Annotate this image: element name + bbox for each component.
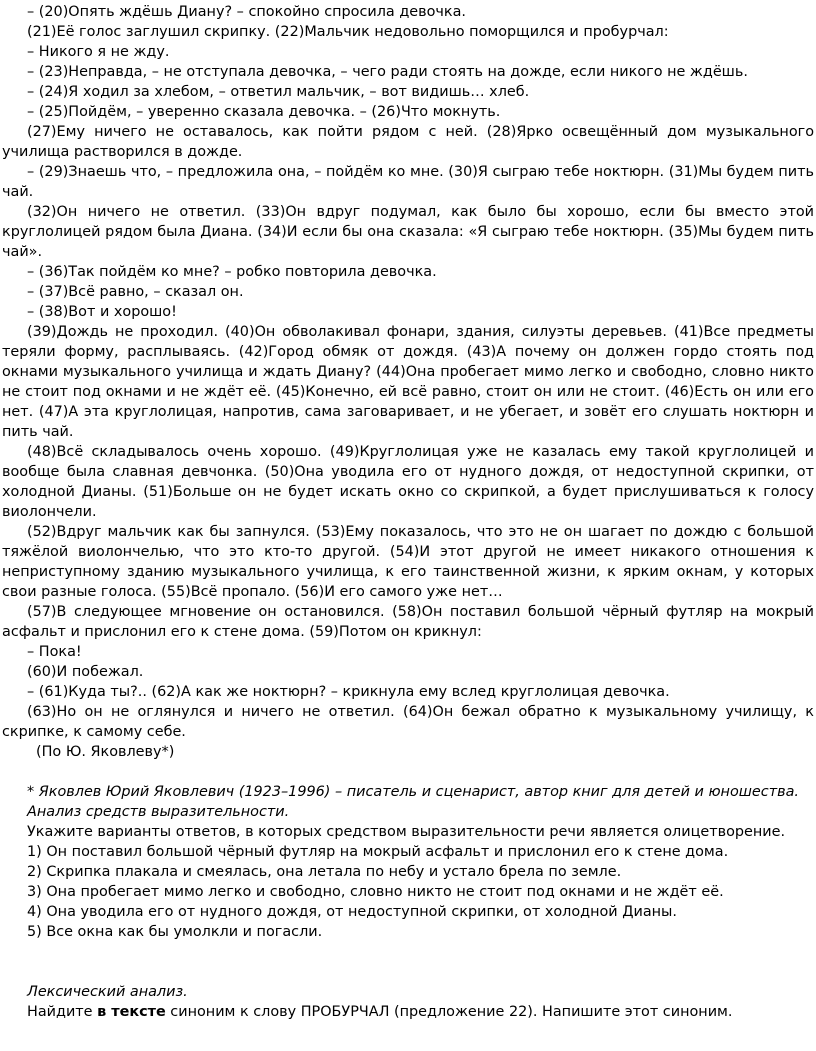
story-paragraph: – (37)Всё равно, – сказал он. [27,284,244,300]
answer-option: 4) Она уводила его от нудного дождя, от недоступной скрипки, от холодной Дианы. [27,904,677,920]
source-attribution: (По Ю. Яковлеву*) [36,744,175,760]
question-emphasis: в тексте [97,1004,166,1020]
story-paragraph: (27)Ему ничего не оставалось, как пойти рядом с ней. (28)Ярко освещённый дом музыкального училища растворился в дожде. [2,124,814,160]
task-question [2,1002,814,1022]
task-heading: Анализ средств выразительности. [27,804,290,820]
story-paragraph: – (25)Пойдём, – уверенно сказала девочка. – (26)Что мокнуть. [27,104,501,120]
story-paragraph: – (23)Неправда, – не отступала девочка, – чего ради стоять на дожде, если никого не ждёшь. [27,64,748,80]
footnote: * Яковлев Юрий Яковлевич (1923–1996) – писатель и сценарист, автор книг для детей и юношества. [27,784,799,800]
story-paragraph: – (20)Опять ждёшь Диану? – спокойно спросила девочка. [27,4,467,20]
story-paragraph: – (29)Знаешь что, – предложила она, – пойдём ко мне. (30)Я сыграю тебе ноктюрн. (31)Мы будем пить чай. [2,164,814,200]
story-paragraph: – (36)Так пойдём ко мне? – робко повторила девочка. [27,264,437,280]
story-paragraph: – (24)Я ходил за хлебом, – ответил мальчик, – вот видишь… хлеб. [27,84,530,100]
answer-option: 3) Она пробегает мимо легко и свободно, словно никто не стоит под окнами и не ждёт её. [27,884,724,900]
story-paragraph: (32)Он ничего не ответил. (33)Он вдруг подумал, как было бы хорошо, если бы вместо этой круглолицей рядом была Диана. (34)И если бы она сказала: «Я сыграю тебе ноктюрн. (35)Мы будем пить чай». [2,204,814,260]
answer-options [2,842,814,942]
task-heading: Лексический анализ. [27,984,188,1000]
task-question: Укажите варианты ответов, в которых средством выразительности речи является олицетворение. [27,824,786,840]
story-paragraph: (52)Вдруг мальчик как бы запнулся. (53)Ему показалось, что это не он шагает по дождю с большой тяжёлой виолончелью, что это кто-то другой. (54)И этот другой не имеет никакого отношения к неприступному зданию музыкального училища, к его таинственной жизни, к ярким окнам, у которых свои разные голоса. (55)Всё пропало. (56)И его самого уже нет… [2,524,814,600]
answer-option: 5) Все окна как бы умолкли и погасли. [27,924,323,940]
question-text: синоним к слову ПРОБУРЧАЛ (предложение 22). Напишите этот синоним. [165,1004,733,1020]
story-paragraph: – (38)Вот и хорошо! [27,304,177,320]
story-paragraph: (21)Её голос заглушил скрипку. (22)Мальчик недовольно поморщился и пробурчал: [27,24,669,40]
answer-option: 2) Скрипка плакала и смеялась, она летала по небу и устало брела по земле. [27,864,622,880]
story-paragraph: (60)И побежал. [27,664,144,680]
story-paragraph: (48)Всё складывалось очень хорошо. (49)Круглолицая уже не казалась ему такой круглолицей и вообще была славная девчонка. (50)Она уводила его от нудного дождя, от недоступной скрипки, от холодной Дианы. (51)Больше он не будет искать окно со скрипкой, а будет прислушиваться к голосу виолончели. [2,444,814,520]
answer-option: 1) Он поставил большой чёрный футляр на мокрый асфальт и прислонил его к стене дома. [27,844,729,860]
story-paragraph: (57)В следующее мгновение он остановился. (58)Он поставил большой чёрный футляр на мокрый асфальт и прислонил его к стене дома. (59)Потом он крикнул: [2,604,814,640]
story-paragraph: (39)Дождь не проходил. (40)Он обволакивал фонари, здания, силуэты деревьев. (41)Все предметы теряли форму, расплываясь. (42)Город обмяк от дождя. (43)А почему он должен гордо стоять под окнами музыкального училища и ждать Диану? (44)Она пробегает мимо легко и свободно, словно никто не стоит под окнами и не ждёт её. (45)Конечно, ей всё равно, стоит он или не стоит. (46)Есть он или его нет. (47)А эта круглолицая, напротив, сама заговаривает, и не убегает, и зовёт его слушать ноктюрн и пить чай. [2,324,814,440]
task-lexical-analysis [2,982,814,1022]
task-expressive-means [2,802,814,942]
story-text [2,2,814,742]
story-paragraph: – Никого я не жду. [27,44,170,60]
story-paragraph: (63)Но он не оглянулся и ничего не ответил. (64)Он бежал обратно к музыкальному училищу, к скрипке, к самому себе. [2,704,814,740]
story-paragraph: – (61)Куда ты?.. (62)А как же ноктюрн? – крикнула ему вслед круглолицая девочка. [27,684,670,700]
question-text: Найдите [27,1004,98,1020]
story-paragraph: – Пока! [27,644,82,660]
